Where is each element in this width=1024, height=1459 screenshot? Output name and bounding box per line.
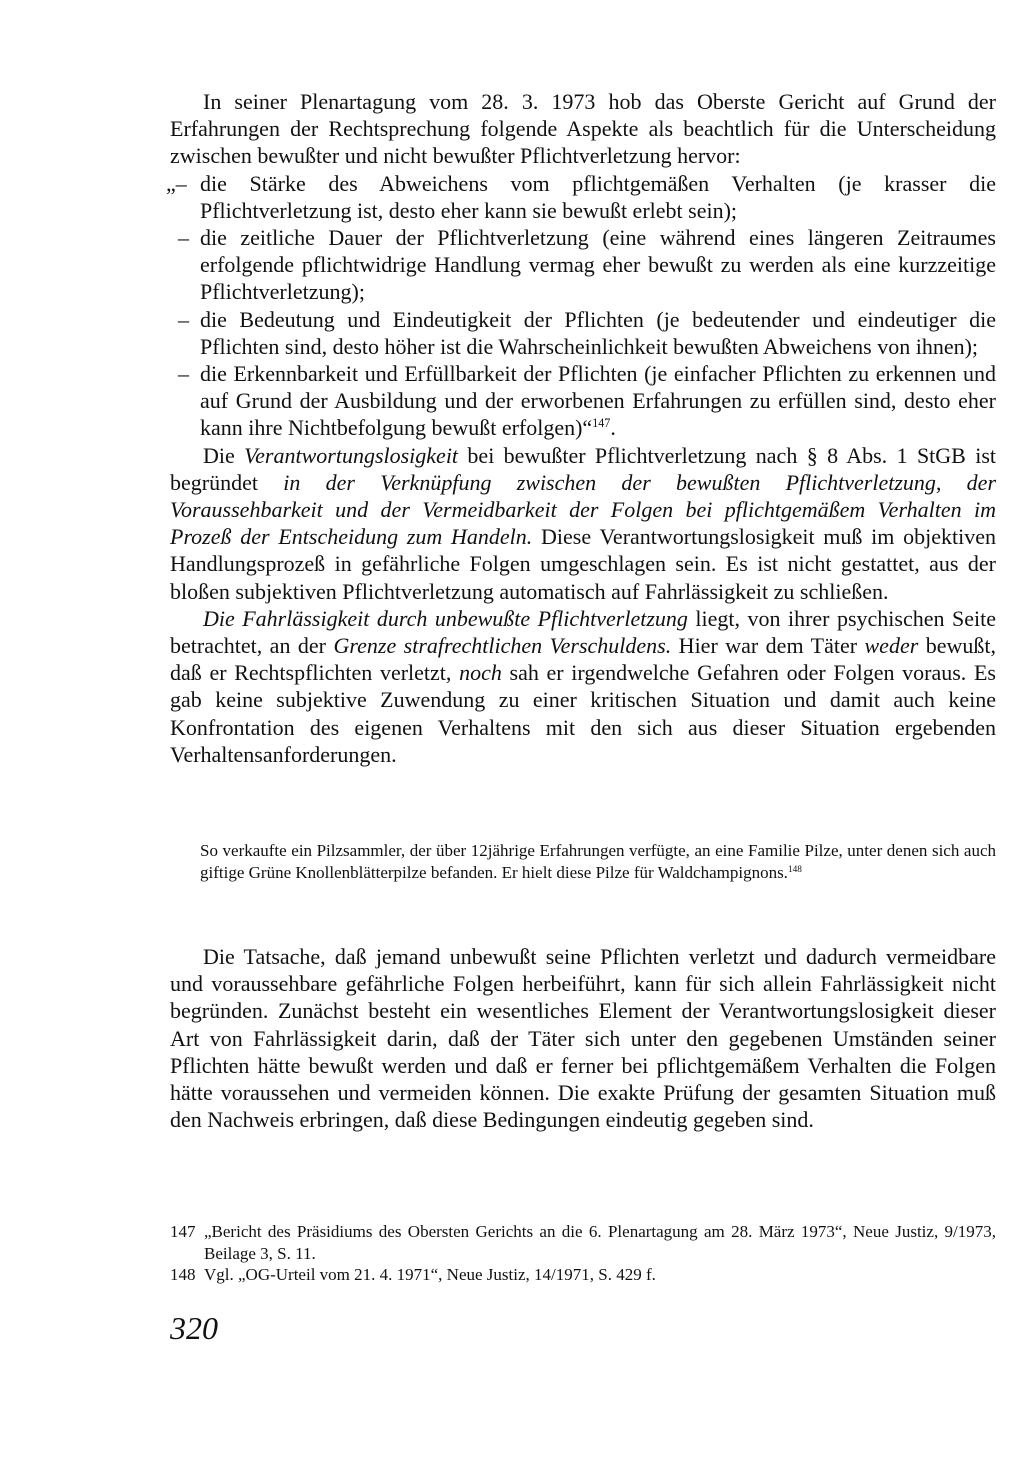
emphasis: Die Fahrlässigkeit durch unbewußte Pflichtverletzung — [203, 605, 688, 631]
dash-marker: – — [178, 225, 189, 251]
main-text-lower — [170, 943, 996, 1133]
footnote-text: „Bericht des Präsidiums des Obersten Gerichts an die 6. Plenartagung am 28. März 1973“, Neue Justiz, 9/1973, Beilage 3, S. 11. — [204, 1222, 996, 1263]
footnote-ref: 148 — [787, 864, 802, 875]
footnote — [170, 1221, 996, 1264]
quote-list — [166, 170, 996, 442]
quote-tail: . — [610, 415, 616, 441]
footnote-number: 148 — [170, 1265, 196, 1284]
paragraph-tatsache: Die Tatsache, daß jemand unbewußt seine Pflichten verletzt und dadurch vermeidbare und voraussehbare gefährliche Folgen herbeiführt, kann für sich allein Fahrlässigkeit nicht begründen. Zunächst besteht ein wesentliches Element der Verantwortungslosigkeit dieser Art von Fahrlässigkeit darin, daß der Täter sich unter den gegebenen Umständen seiner Pflichten hätte bewußt werden und daß er ferner bei pflichtgemäßem Verhalten die Folgen hätte voraussehen und vermeiden können. Die exakte Prüfung der gesamten Situation muß den Nachweis erbringen, daß diese Bedingungen eindeutig gegeben sind. — [170, 944, 996, 1133]
emphasis: Verantwortungslosigkeit — [244, 442, 459, 468]
quote-list-item — [166, 170, 996, 224]
example-text: So verkaufte ein Pilzsammler, der über 12jährige Erfahrungen verfügte, an eine Familie Pilze, unter denen sich auch giftige Grüne Knollenblätterpilze befanden. Er hielt diese Pilze für Waldchampignons.$^{148}$ — [200, 841, 996, 882]
emphasis: noch — [459, 660, 502, 686]
dash-marker: „– — [166, 170, 187, 196]
paragraph-verantwortungslosigkeit: Die Verantwortungslosigkeit bei bewußter Pflichtverletzung nach § 8 Abs. 1 StGB ist begründet in der Verknüpfung zwischen der bewußten Pflichtverletzung, der Voraussehbarkeit und der Vermeidbarkeit der Folgen bei pflichtgemäßem Verhalten im Prozeß der Entscheidung zum Handeln. Diese Verantwortungslosigkeit muß im objektiven Handlungsprozeß in gefährliche Folgen umgeschlagen sein. Es ist nicht gestattet, aus der bloßen subjektiven Pflichtverletzung automatisch auf Fahrlässigkeit zu schließen. — [170, 442, 997, 604]
quote-item-text: die Stärke des Abweichens vom pflichtgemäßen Verhalten (je krasser die Pflichtverletzung ist, desto eher kann sie bewußt erlebt sein); — [200, 170, 996, 223]
dash-marker: – — [178, 361, 189, 387]
quote-item-text: die Erkennbarkeit und Erfüllbarkeit der Pflichten (je einfacher Pflichten zu erkennen und auf Grund der Ausbildung und der erworbenen Erfahrungen zu erfüllen sind, desto eher kann ihre Nichtbefolgung bewußt erfolgen)“ — [200, 361, 996, 441]
page-number: 320 — [170, 1310, 218, 1346]
emphasis: Grenze strafrechtlichen Verschuldens. — [333, 633, 672, 659]
example-block — [200, 840, 996, 883]
quote-list-item — [170, 224, 996, 306]
footnote-ref: 147 — [592, 416, 611, 431]
emphasis: in der Verknüpfung zwischen der bewußten Pflichtverletzung, der Voraussehbarkeit und der Vermeidbarkeit der Folgen bei pflichtgemäßem Verhalten im Prozeß der Entscheidung zum Handeln. — [170, 469, 997, 550]
paragraph-unbewusste-pflichtverletzung: Die Fahrlässigkeit durch unbewußte Pflichtverletzung liegt, von ihrer psychischen Seite betrachtet, an der Grenze strafrechtlichen Verschuldens. Hier war dem Täter weder bewußt, daß er Rechtspflichten verletzt, noch sah er irgendwelche Gefahren oder Folgen voraus. Es gab keine subjektive Zuwendung zu einer kritischen Situation und damit auch keine Konfrontation des eigenen Verhaltens mit den sich aus dieser Situation ergebenden Verhaltensanforderungen. — [170, 605, 996, 767]
main-text-upper — [166, 88, 997, 768]
footnote-number: 147 — [170, 1222, 196, 1241]
quote-item-text: die Bedeutung und Eindeutigkeit der Pflichten (je bedeutender und eindeutiger die Pflichten sind, desto höher ist die Wahrscheinlichkeit bewußten Abweichens von ihnen); — [200, 306, 996, 359]
quote-item-text: die zeitliche Dauer der Pflichtverletzung (eine während eines längeren Zeitraumes erfolgende pflichtwidrige Handlung vermag eher bewußt zu werden als eine kurzzeitige Pflichtverletzung); — [200, 225, 996, 305]
footnote-text: Vgl. „OG-Urteil vom 21. 4. 1971“, Neue Justiz, 14/1971, S. 429 f. — [204, 1265, 656, 1284]
dash-marker: – — [178, 306, 189, 332]
footnotes — [170, 1221, 996, 1286]
emphasis: weder — [864, 633, 919, 659]
quote-list-item — [170, 360, 996, 442]
footnote — [170, 1264, 996, 1286]
quote-list-item — [170, 306, 996, 360]
intro-paragraph: In seiner Plenartagung vom 28. 3. 1973 hob das Oberste Gericht auf Grund der Erfahrungen der Rechtsprechung folgende Aspekte als beachtlich für die Unterscheidung zwischen bewußter und nicht bewußter Pflichtverletzung hervor: — [170, 89, 996, 169]
